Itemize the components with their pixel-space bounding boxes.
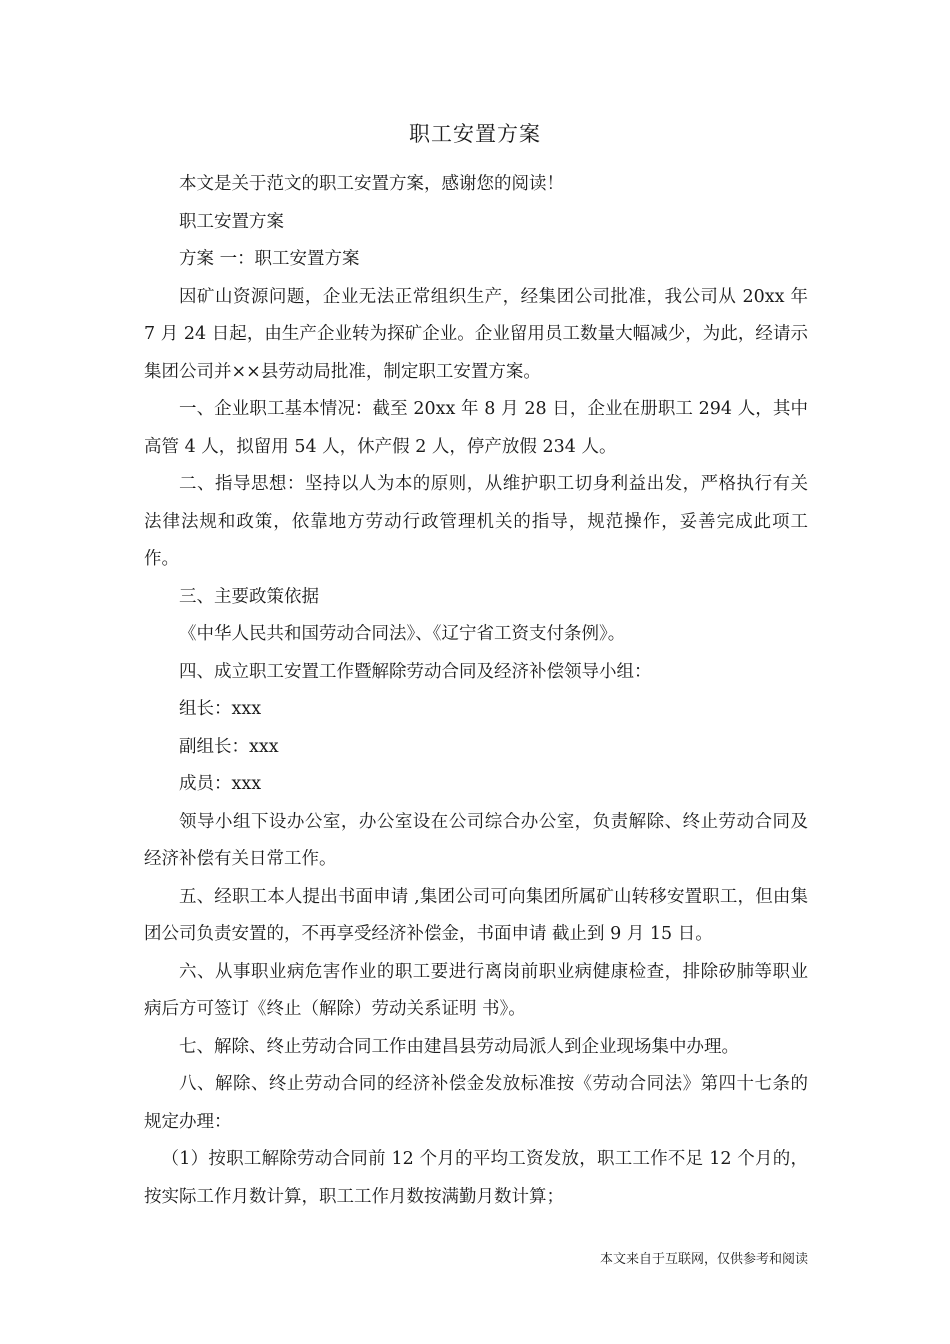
paragraph-subtitle: 职工安置方案 <box>179 211 284 232</box>
paragraph-section-1: 一、企业职工基本情况：截至 20xx 年 8 月 28 日，企业在册职工 294 人，其中高管 4 人，拟留用 54 人，休产假 2 人，停产放假 234 人。 <box>144 399 808 457</box>
document-body <box>144 166 808 1216</box>
paragraph-background: 因矿山资源问题，企业无法正常组织生产，经集团公司批准，我公司从 20xx 年 7 月 24 日起，由生产企业转为探矿企业。企业留用员工数量大幅减少，为此，经请示集团公司并××县劳动局批准，制定职工安置方案。 <box>144 286 808 382</box>
paragraph-office: 领导小组下设办公室，办公室设在公司综合办公室，负责解除、终止劳动合同及经济补偿有关日常工作。 <box>144 811 808 869</box>
paragraph-section-3: 三、主要政策依据 <box>179 586 319 607</box>
paragraph-team-leader: 组长：xxx <box>179 699 262 719</box>
paragraph-policy-basis: 《中华人民共和国劳动合同法》、《辽宁省工资支付条例》。 <box>179 624 626 644</box>
paragraph-deputy-leader: 副组长：xxx <box>179 736 279 757</box>
paragraph-section-4: 四、成立职工安置工作暨解除劳动合同及经济补偿领导小组： <box>179 661 652 682</box>
paragraph-section-5: 五、经职工本人提出书面申请 ,集团公司可向集团所属矿山转移安置职工，但由集团公司负责安置的，不再享受经济补偿金，书面申请 截止到 9 月 15 日。 <box>144 886 808 944</box>
paragraph-section-8: 八、解除、终止劳动合同的经济补偿金发放标准按《劳动合同法》第四十七条的规定办理： <box>144 1074 808 1132</box>
paragraph-plan-heading: 方案 一：职工安置方案 <box>179 249 360 269</box>
paragraph-section-2: 二、指导思想：坚持以人为本的原则，从维护职工切身利益出发，严格执行有关法律法规和政策，依靠地方劳动行政管理机关的指导，规范操作，妥善完成此项工作。 <box>144 474 808 569</box>
paragraph-section-6: 六、从事职业病危害作业的职工要进行离岗前职业病健康检查，排除矽肺等职业病后方可签订《终止（解除）劳动关系证明 书》。 <box>144 961 808 1019</box>
paragraph-section-7: 七、解除、终止劳动合同工作由建昌县劳动局派人到企业现场集中办理。 <box>179 1036 739 1057</box>
paragraph-intro: 本文是关于范文的职工安置方案，感谢您的阅读！ <box>179 174 564 194</box>
document-title: 职工安置方案 <box>409 122 541 146</box>
footer-note: 本文来自于互联网，仅供参考和阅读 <box>599 1252 808 1267</box>
paragraph-item-1: （1）按职工解除劳动合同前 12 个月的平均工资发放，职工工作不足 12 个月的，按实际工作月数计算，职工工作月数按满勤月数计算； <box>144 1149 808 1207</box>
paragraph-members: 成员：xxx <box>179 774 262 794</box>
